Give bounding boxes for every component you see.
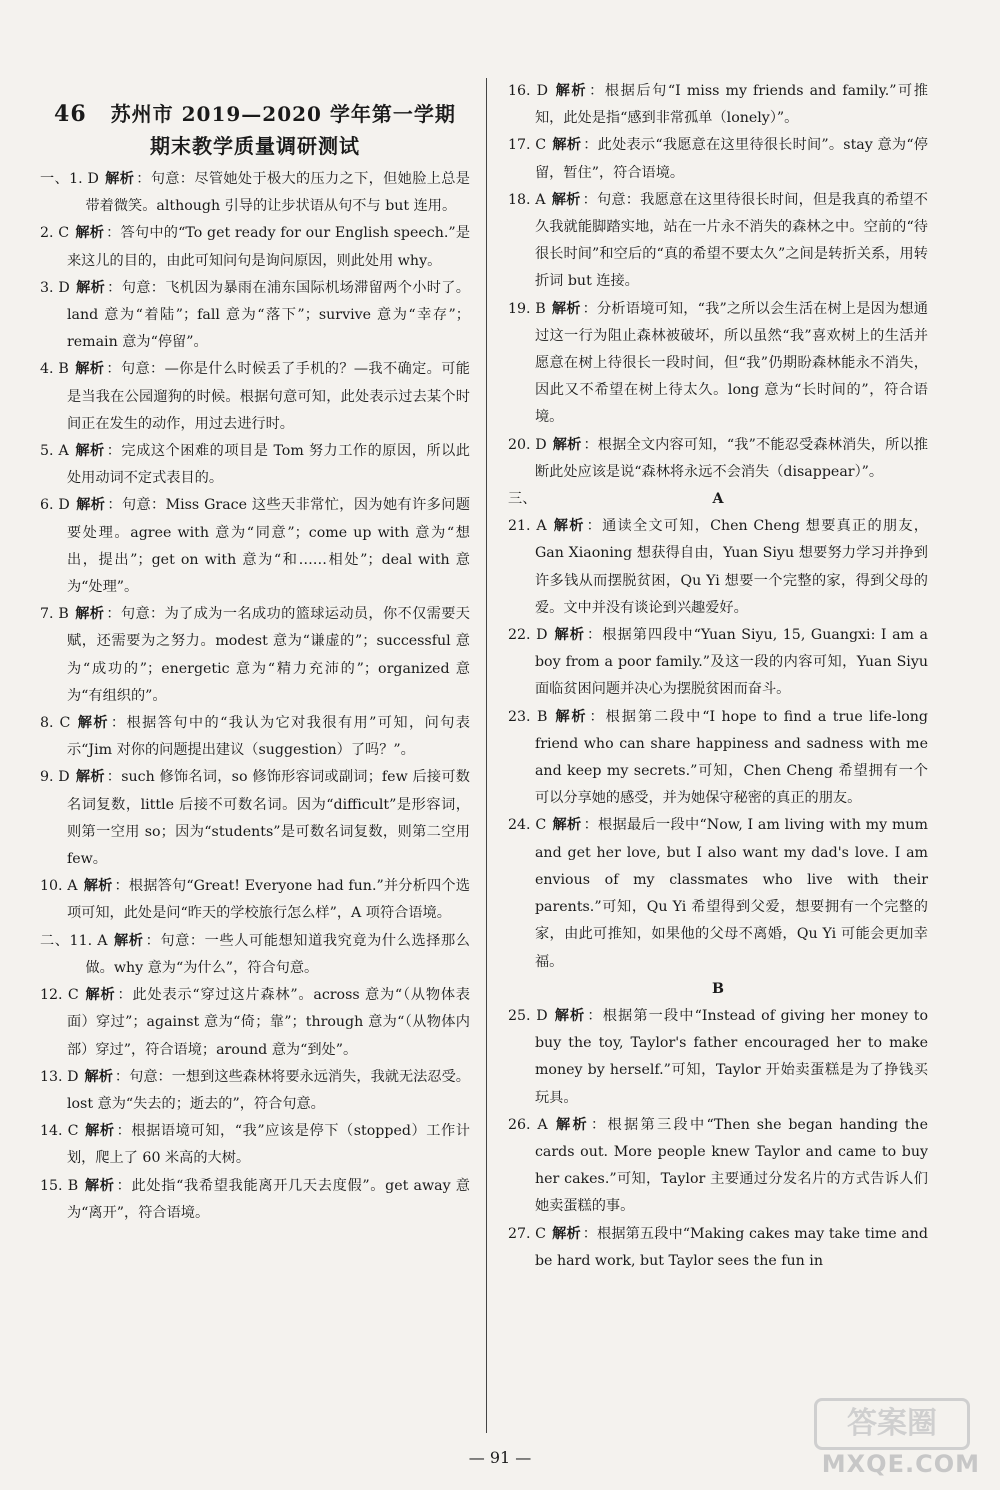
analysis-label: 解析 — [551, 300, 581, 317]
answer-key: 7. B — [40, 606, 69, 623]
answer-item — [40, 928, 470, 982]
answer-key: 11. A — [69, 932, 108, 949]
answer-key: 27. C — [508, 1225, 547, 1242]
answer-key: 20. D — [508, 436, 547, 453]
analysis-text: ：此处表示“我愿意在这里待很长时间”。stay 意为“停留，暂住”，符合语境。 — [534, 137, 928, 181]
page-number: — 91 — — [468, 1448, 532, 1467]
answer-item — [40, 220, 470, 274]
answer-item — [40, 764, 470, 873]
answer-item — [508, 1003, 928, 1112]
analysis-text: ：根据答句中的“我认为它对我很有用”可知，问句表示“Jim 对你的问题提出建议（suggestion）了吗？”。 — [66, 715, 470, 759]
analysis-text: ：句意：尽管她处于极大的压力之下，但她脸上总是带着微笑。although 引导的让步状语从句不与 but 连用。 — [85, 171, 470, 215]
analysis-text: ：根据第五段中“Making cakes may take time and be hard work, but Taylor sees the fun in — [534, 1225, 928, 1269]
title-line-2: 期末教学质量调研测试 — [150, 134, 360, 158]
analysis-text: ：通读全文可知，Chen Cheng 想要真正的朋友，Gan Xiaoning 想获得自由，Yuan Siyu 想要努力学习并挣到许多钱从而摆脱贫困，Qu Yi 想要一个完整的家，得到父母的爱。文中并没有谈论到兴趣爱好。 — [534, 518, 928, 616]
analysis-text: ：根据第二段中“I hope to find a true life-long friend who can share happiness and sadness with me and keep my secrets.”可知，Chen Cheng 希望拥有一个可以分享她的感受，并为她保守秘密的真正的朋友。 — [534, 708, 929, 807]
analysis-label: 解析 — [554, 83, 588, 99]
section-marker: 一、 — [40, 171, 70, 187]
analysis-text: ：完成这个困难的项目是 Tom 努力工作的原因，所以此处用动词不定式表目的。 — [66, 443, 470, 487]
answer-key: 10. A — [40, 878, 78, 895]
analysis-text: ：句意：一想到这些森林将要永远消失，我就无法忍受。lost 意为“失去的；逝去的”，符合句意。 — [66, 1068, 470, 1112]
analysis-label: 解析 — [552, 436, 582, 453]
answer-key: 15. B — [40, 1177, 79, 1194]
analysis-label: 解析 — [552, 518, 585, 535]
analysis-label: 解析 — [553, 708, 588, 725]
answer-item — [508, 296, 928, 432]
analysis-label: 解析 — [76, 715, 109, 732]
analysis-text: ：句意：—你是什么时候丢了手机的？—我不确定。可能是当我在公园遛狗的时候。根据句意可知，此处表示过去某个时间正在发生的动作，用过去进行时。 — [66, 361, 470, 432]
analysis-text: ：分析语境可知，“我”之所以会生活在树上是因为想通过这一行为阻止森林被破坏，所以虽然“我”喜欢树上的生活并愿意在树上待很长一段时间，但“我”仍期盼森林能永不消失，因此又不希望在树上待太久。long 意为“长时间的”，符合语境。 — [534, 300, 928, 426]
analysis-text: ：根据后句“I miss my friends and family.”可推知，此处是指“感到非常孤单（lonely）”。 — [534, 83, 928, 127]
section-marker: 三、 — [508, 491, 537, 508]
answer-item — [40, 1118, 470, 1172]
answer-key: 18. A — [508, 191, 546, 208]
title-line-1: 苏州市 2019—2020 学年第一学期 — [110, 102, 456, 126]
analysis-label: 解析 — [553, 1007, 586, 1024]
analysis-label: 解析 — [75, 769, 105, 786]
analysis-text: ：such 修饰名词，so 修饰形容词或副词；few 后接可数名词复数，little 后接不可数名词。因为“difficult”是形容词，则第一空用 so；因为“students”是可数名词复数，则第二空用 few。 — [66, 769, 470, 868]
analysis-text: ：答句中的“To get ready for our English speech.”是来这儿的目的，由此可知问句是询问原因，则此处用 why。 — [66, 225, 471, 269]
analysis-label: 解析 — [113, 932, 144, 949]
answer-item — [40, 492, 470, 601]
analysis-label: 解析 — [551, 191, 581, 208]
analysis-text: ：句意：飞机因为暴雨在浦东国际机场滞留两个小时了。land 意为“着陆”；fall 意为“落下”；survive 意为“幸存”；remain 意为“停留”。 — [66, 279, 470, 351]
analysis-label: 解析 — [75, 497, 106, 514]
analysis-label: 解析 — [84, 987, 116, 1004]
analysis-text: ：根据最后一段中“Now, I am living with my mum and get her love, but I also want my dad's love. I am envious of my classmates who live with their parents.”可知，Qu Yi 希望得到父爱，想要拥有一个完整的家，由此可推知，如果他的父母不离婚，Qu Yi 可能会更加幸福。 — [534, 817, 928, 970]
page-title — [40, 98, 470, 162]
analysis-text: ：根据语境可知，“我”应该是停下（stopped）工作计划，爬上了 60 米高的大树。 — [66, 1123, 470, 1167]
answer-item — [508, 1221, 928, 1275]
answer-key: 21. A — [508, 518, 547, 535]
answer-key: 26. A — [508, 1116, 548, 1133]
answer-key: 16. D — [508, 83, 549, 99]
answer-item — [508, 432, 928, 486]
answer-key: 25. D — [508, 1007, 548, 1024]
answer-item — [508, 78, 928, 132]
answer-item — [40, 710, 470, 764]
watermark — [800, 1398, 980, 1478]
left-answer-list — [40, 166, 470, 1227]
analysis-label: 解析 — [84, 1068, 113, 1085]
analysis-text: ：句意：为了成为一名成功的篮球运动员，你不仅需要天赋，还需要为之努力。modest 意为“谦虚的”；successful 意为“成功的”；energetic 意为“精力充沛的”；organized 意为“有组织的”。 — [66, 606, 470, 704]
answer-item — [508, 812, 928, 975]
answer-key: 22. D — [508, 627, 548, 644]
answer-key: 13. D — [40, 1068, 79, 1085]
answer-key: 6. D — [40, 497, 70, 514]
answer-key: 2. C — [40, 225, 70, 242]
analysis-label: 解析 — [74, 606, 105, 623]
analysis-text: ：根据第三段中“Then she began handing the cards out. More people knew Taylor and came to buy her cakes.”可知，Taylor 主要通过分发名片的方式告诉人们她卖蛋糕的事。 — [534, 1116, 928, 1215]
answer-item — [508, 513, 928, 622]
answer-item — [40, 166, 470, 220]
watermark-logo: 答案圈 — [814, 1398, 970, 1450]
answer-item — [40, 356, 470, 438]
answer-key: 17. C — [508, 137, 547, 154]
analysis-label: 解析 — [75, 225, 105, 242]
analysis-label: 解析 — [75, 279, 106, 296]
answer-key: 23. B — [508, 708, 548, 725]
answer-item — [508, 1112, 928, 1221]
answer-key: 8. C — [40, 715, 71, 732]
answer-item — [40, 982, 470, 1064]
answer-item — [508, 187, 928, 296]
analysis-label: 解析 — [553, 627, 586, 644]
answer-key: 1. D — [69, 171, 99, 187]
analysis-text: ：句意：Miss Grace 这些天非常忙，因为她有许多问题要处理。agree with 意为“同意”；come up with 意为“想出，提出”；get on with 意为“和……相处”；deal with 意为“处理”。 — [66, 497, 470, 596]
answer-key: 9. D — [40, 769, 70, 786]
answer-key: 12. C — [40, 987, 79, 1004]
analysis-text: ：根据第四段中“Yuan Siyu, 15, Guangxi: I am a boy from a poor family.”及这一段的内容可知，Yuan Siyu 面临贫困问题并决心为摆脱贫困而奋斗。 — [534, 627, 928, 698]
section-header — [508, 486, 928, 513]
passage-label: A — [712, 491, 724, 508]
answer-item — [40, 873, 470, 927]
right-column — [508, 78, 928, 1275]
analysis-text: ：此处指“我希望我能离开几天去度假”。get away 意为“离开”，符合语境。 — [66, 1177, 470, 1221]
analysis-label: 解析 — [84, 1123, 115, 1140]
analysis-label: 解析 — [74, 443, 105, 460]
section-marker: 二、 — [40, 932, 70, 949]
analysis-text: ：根据第一段中“Instead of giving her money to buy the toy, Taylor's father encouraged her to make money by herself.”可知，Taylor 开始卖蛋糕是为了挣钱买玩具。 — [534, 1007, 929, 1106]
analysis-label: 解析 — [552, 1225, 581, 1242]
answer-key: 24. C — [508, 817, 547, 834]
answer-key: 4. B — [40, 361, 69, 378]
watermark-site: MXQE.COM — [821, 1450, 980, 1478]
answer-item — [508, 704, 928, 813]
analysis-label: 解析 — [552, 137, 582, 154]
answer-item — [40, 438, 470, 492]
analysis-text: ：句意：一些人可能想知道我究竟为什么选择那么做。why 意为“为什么”，符合句意。 — [85, 932, 470, 976]
answer-item — [40, 601, 470, 710]
column-divider — [486, 78, 487, 1433]
answer-key: 14. C — [40, 1123, 79, 1140]
analysis-label: 解析 — [552, 817, 582, 834]
title-number: 46 — [54, 101, 87, 127]
answer-item — [40, 275, 470, 357]
passage-label: B — [712, 980, 724, 997]
answer-item — [40, 1064, 470, 1118]
analysis-text: ：根据答句“Great! Everyone had fun.”并分析四个选项可知，此处是问“昨天的学校旅行怎么样”，A 项符合语境。 — [66, 878, 470, 922]
analysis-text: ：此处表示“穿过这片森林”。across 意为“（从物体表面）穿过”；against 意为“倚；靠”；through 意为“（从物体内部）穿过”，符合语境；around 意为“到处”。 — [66, 987, 470, 1058]
right-answer-list — [508, 78, 928, 1275]
analysis-label: 解析 — [553, 1116, 589, 1133]
analysis-label: 解析 — [74, 361, 105, 378]
answer-item — [508, 132, 928, 186]
left-column — [40, 78, 470, 1227]
answer-key: 5. A — [40, 443, 69, 460]
answer-key: 3. D — [40, 279, 70, 296]
analysis-label: 解析 — [84, 1177, 115, 1194]
analysis-text: ：句意：我愿意在这里待很长时间，但是我真的希望不久我就能脚踏实地，站在一片永不消失的森林之中。空前的“待很长时间”和空后的“真的希望不要太久”之间是转折关系，用转折词 but 连接。 — [534, 191, 928, 290]
answer-item — [508, 622, 928, 704]
analysis-label: 解析 — [83, 878, 113, 895]
analysis-label: 解析 — [104, 171, 135, 187]
analysis-text: ：根据全文内容可知，“我”不能忍受森林消失，所以推断此处应该是说“森林将永远不会消失（disappear）”。 — [534, 436, 928, 480]
answer-key: 19. B — [508, 300, 546, 317]
answer-item — [40, 1173, 470, 1227]
